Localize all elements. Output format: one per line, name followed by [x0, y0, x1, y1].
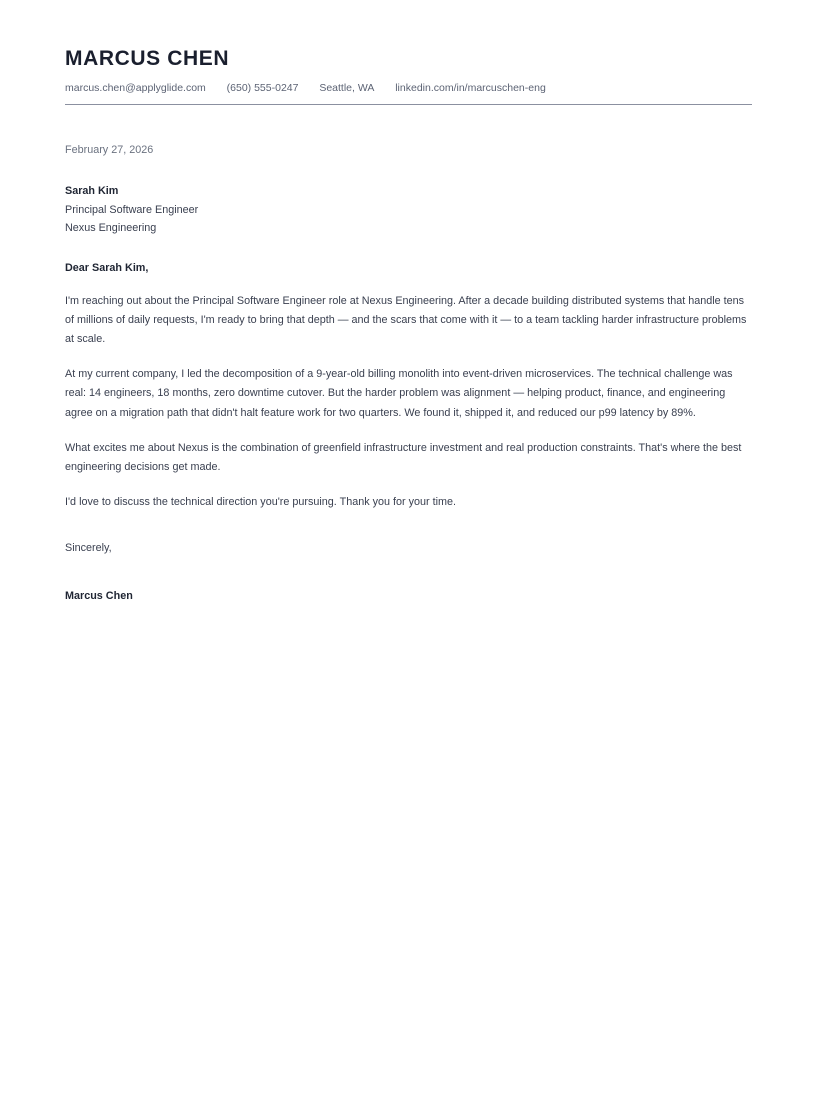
body-paragraph: I'm reaching out about the Principal Software Engineer role at Nexus Engineering. After a decade building distributed systems that handle tens of millions of daily requests, I'm ready to bring that depth — and the scars that come with it — to a team tackling harder infrastructure problems at scale.: [65, 294, 747, 345]
letterhead: [65, 46, 752, 105]
signature-name: Marcus Chen: [65, 590, 133, 603]
letter-body: [65, 143, 752, 604]
page-title: MARCUS CHEN: [65, 47, 230, 70]
recipient-title: Principal Software Engineer: [65, 203, 199, 216]
body-paragraph: At my current company, I led the decomposition of a 9-year-old billing monolith into event-driven microservices. The technical challenge was real: 14 engineers, 18 months, zero downtime cutover. But the harder problem was alignment — helping product, finance, and engineering agree on a migration path that didn't halt feature work for two quarters. We found it, shipped it, and reduced our p99 latency by 89%.: [65, 368, 733, 419]
salutation: Dear Sarah Kim,: [65, 261, 149, 274]
letter-date: February 27, 2026: [65, 144, 154, 156]
contact-info-line: [65, 81, 752, 95]
contact-phone: (650) 555-0247: [226, 82, 299, 94]
recipient-name: Sarah Kim: [65, 185, 119, 197]
contact-location: Seattle, WA: [319, 82, 375, 94]
body-paragraph: I'd love to discuss the technical direction you're pursuing. Thank you for your time.: [65, 496, 457, 509]
body-paragraph: What excites me about Nexus is the combination of greenfield infrastructure investment and real production constraints. That's where the best engineering decisions get made.: [65, 441, 742, 473]
closing-line: Sincerely,: [65, 542, 112, 555]
contact-email: marcus.chen@applyglide.com: [65, 82, 206, 94]
contact-linkedin: linkedin.com/in/marcuschen-eng: [395, 82, 546, 94]
recipient-company: Nexus Engineering: [65, 222, 157, 234]
recipient-block: [65, 182, 752, 238]
